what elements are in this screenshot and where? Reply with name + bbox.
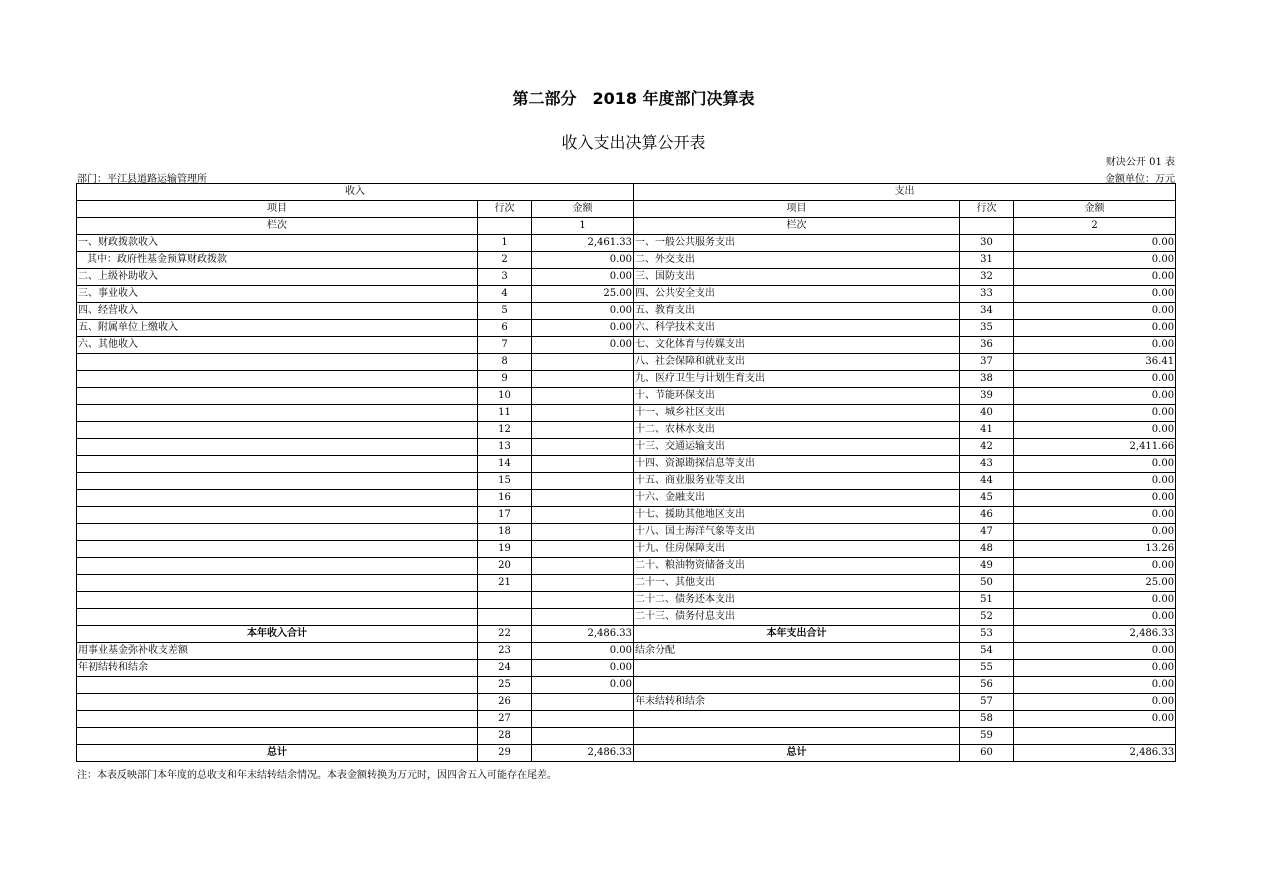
table-row	[77, 371, 1176, 388]
income-line-no: 2	[478, 252, 532, 269]
income-line-no: 10	[478, 388, 532, 405]
income-line-no: 3	[478, 269, 532, 286]
income-amount: 0.00	[532, 643, 634, 660]
income-amount	[532, 694, 634, 711]
income-item	[77, 439, 478, 456]
income-item: 年初结转和结余	[77, 660, 478, 677]
expense-item: 十四、资源勘探信息等支出	[634, 456, 960, 473]
income-amount	[532, 422, 634, 439]
income-item	[77, 575, 478, 592]
expense-amount: 0.00	[1014, 456, 1176, 473]
table-row	[77, 303, 1176, 320]
empty-cell	[960, 218, 1014, 235]
expense-amount: 0.00	[1014, 711, 1176, 728]
table-row	[77, 507, 1176, 524]
income-line-no: 14	[478, 456, 532, 473]
income-item	[77, 558, 478, 575]
income-amount-header: 金额	[532, 201, 634, 218]
expense-amount: 0.00	[1014, 269, 1176, 286]
expense-item	[634, 728, 960, 745]
income-line-no: 7	[478, 337, 532, 354]
income-line-no: 13	[478, 439, 532, 456]
income-item	[77, 541, 478, 558]
income-amount: 0.00	[532, 320, 634, 337]
expense-amount: 0.00	[1014, 252, 1176, 269]
income-amount	[532, 609, 634, 626]
expense-amount: 2,486.33	[1014, 626, 1176, 643]
amount-unit-label: 金额单位：万元	[1105, 174, 1175, 185]
income-line-no: 22	[478, 626, 532, 643]
expense-line-no: 55	[960, 660, 1014, 677]
table-row	[77, 524, 1176, 541]
table-row	[77, 269, 1176, 286]
expense-line-no: 57	[960, 694, 1014, 711]
expense-amount: 0.00	[1014, 643, 1176, 660]
income-amount	[532, 558, 634, 575]
income-line-no: 11	[478, 405, 532, 422]
expense-amount: 0.00	[1014, 677, 1176, 694]
income-item	[77, 456, 478, 473]
expense-item: 四、公共安全支出	[634, 286, 960, 303]
income-line-no: 16	[478, 490, 532, 507]
income-item: 一、财政拨款收入	[77, 235, 478, 252]
income-item: 总计	[77, 745, 478, 762]
expense-item: 二十二、债务还本支出	[634, 592, 960, 609]
income-column-number: 1	[532, 218, 634, 235]
expense-line-no: 43	[960, 456, 1014, 473]
expense-item: 五、教育支出	[634, 303, 960, 320]
income-amount: 0.00	[532, 660, 634, 677]
expense-amount: 0.00	[1014, 490, 1176, 507]
expense-amount: 2,486.33	[1014, 745, 1176, 762]
expense-item: 一、一般公共服务支出	[634, 235, 960, 252]
table-row	[77, 490, 1176, 507]
expense-line-no: 58	[960, 711, 1014, 728]
income-item	[77, 711, 478, 728]
expense-item: 二十三、债务付息支出	[634, 609, 960, 626]
expense-item: 三、国防支出	[634, 269, 960, 286]
table-row	[77, 439, 1176, 456]
income-line-no: 1	[478, 235, 532, 252]
table-row	[77, 728, 1176, 745]
expense-amount: 0.00	[1014, 592, 1176, 609]
income-line-no: 18	[478, 524, 532, 541]
expense-line-no: 60	[960, 745, 1014, 762]
income-lanci-label: 栏次	[77, 218, 478, 235]
expense-line-no: 54	[960, 643, 1014, 660]
income-item: 本年收入合计	[77, 626, 478, 643]
income-line-no	[478, 609, 532, 626]
income-item	[77, 354, 478, 371]
income-line-no: 17	[478, 507, 532, 524]
table-row	[77, 405, 1176, 422]
income-item: 二、上级补助收入	[77, 269, 478, 286]
expense-item: 十一、城乡社区支出	[634, 405, 960, 422]
income-line-no: 9	[478, 371, 532, 388]
expense-amount: 0.00	[1014, 660, 1176, 677]
income-item	[77, 490, 478, 507]
income-line-header: 行次	[478, 201, 532, 218]
income-line-no: 27	[478, 711, 532, 728]
expense-item	[634, 711, 960, 728]
income-item: 四、经营收入	[77, 303, 478, 320]
income-amount	[532, 507, 634, 524]
table-row	[77, 558, 1176, 575]
expense-amount: 0.00	[1014, 558, 1176, 575]
footnote: 注：本表反映部门本年度的总收支和年末结转结余情况。本表金额转换为万元时，因四舍五入可能存在尾差。	[77, 770, 557, 781]
table-title: 收入支出决算公开表	[561, 133, 706, 152]
income-item	[77, 592, 478, 609]
income-amount: 0.00	[532, 337, 634, 354]
expense-amount: 0.00	[1014, 337, 1176, 354]
expense-item: 二十一、其他支出	[634, 575, 960, 592]
income-item: 六、其他收入	[77, 337, 478, 354]
expense-item: 十、节能环保支出	[634, 388, 960, 405]
income-item	[77, 677, 478, 694]
expense-amount: 0.00	[1014, 286, 1176, 303]
income-amount	[532, 711, 634, 728]
table-row	[77, 252, 1176, 269]
expense-amount: 13.26	[1014, 541, 1176, 558]
expense-line-no: 35	[960, 320, 1014, 337]
expense-amount: 36.41	[1014, 354, 1176, 371]
expense-line-no: 42	[960, 439, 1014, 456]
table-row	[77, 473, 1176, 490]
expense-item: 二十、粮油物资储备支出	[634, 558, 960, 575]
expense-item: 十五、商业服务业等支出	[634, 473, 960, 490]
income-amount	[532, 405, 634, 422]
expense-item: 七、文化体育与传媒支出	[634, 337, 960, 354]
expense-item: 十六、金融支出	[634, 490, 960, 507]
expense-amount: 0.00	[1014, 507, 1176, 524]
table-row	[77, 711, 1176, 728]
income-amount	[532, 490, 634, 507]
expense-amount: 2,411.66	[1014, 439, 1176, 456]
income-amount	[532, 524, 634, 541]
expense-line-no: 47	[960, 524, 1014, 541]
income-line-no: 12	[478, 422, 532, 439]
table-row	[77, 592, 1176, 609]
expense-line-no: 34	[960, 303, 1014, 320]
expense-item: 结余分配	[634, 643, 960, 660]
expense-item: 本年支出合计	[634, 626, 960, 643]
expense-amount: 0.00	[1014, 303, 1176, 320]
income-item	[77, 524, 478, 541]
income-line-no: 24	[478, 660, 532, 677]
income-line-no: 28	[478, 728, 532, 745]
income-amount: 25.00	[532, 286, 634, 303]
expense-column-number: 2	[1014, 218, 1176, 235]
expense-line-no: 32	[960, 269, 1014, 286]
expense-line-no: 49	[960, 558, 1014, 575]
income-amount	[532, 575, 634, 592]
expense-line-no: 53	[960, 626, 1014, 643]
expense-item	[634, 660, 960, 677]
table-row	[77, 541, 1176, 558]
expense-line-no: 51	[960, 592, 1014, 609]
expense-amount: 0.00	[1014, 388, 1176, 405]
table-row	[77, 643, 1176, 660]
column-number-row	[77, 218, 1176, 235]
expense-amount: 0.00	[1014, 422, 1176, 439]
income-line-no	[478, 592, 532, 609]
expense-item: 十三、交通运输支出	[634, 439, 960, 456]
column-header-row	[77, 201, 1176, 218]
income-line-no: 4	[478, 286, 532, 303]
expense-item	[634, 677, 960, 694]
expense-line-no: 41	[960, 422, 1014, 439]
empty-cell	[478, 218, 532, 235]
income-amount	[532, 456, 634, 473]
expense-line-no: 31	[960, 252, 1014, 269]
income-item	[77, 728, 478, 745]
income-expense-table	[76, 183, 1176, 762]
income-item: 三、事业收入	[77, 286, 478, 303]
expense-item: 九、医疗卫生与计划生育支出	[634, 371, 960, 388]
expense-line-no: 59	[960, 728, 1014, 745]
table-row	[77, 677, 1176, 694]
income-item	[77, 371, 478, 388]
income-line-no: 26	[478, 694, 532, 711]
expense-item: 年末结转和结余	[634, 694, 960, 711]
income-item: 五、附属单位上缴收入	[77, 320, 478, 337]
expense-line-no: 52	[960, 609, 1014, 626]
expense-line-no: 30	[960, 235, 1014, 252]
income-amount: 2,461.33	[532, 235, 634, 252]
expense-item: 二、外交支出	[634, 252, 960, 269]
expense-line-header: 行次	[960, 201, 1014, 218]
expense-line-no: 45	[960, 490, 1014, 507]
income-line-no: 23	[478, 643, 532, 660]
expense-amount	[1014, 728, 1176, 745]
expense-amount-header: 金额	[1014, 201, 1176, 218]
total-row	[77, 745, 1176, 762]
income-amount	[532, 371, 634, 388]
department-label: 部门：平江县道路运输管理所	[77, 174, 207, 185]
expense-line-no: 37	[960, 354, 1014, 371]
expense-line-no: 44	[960, 473, 1014, 490]
income-amount	[532, 592, 634, 609]
income-amount	[532, 473, 634, 490]
table-row	[77, 422, 1176, 439]
income-amount: 0.00	[532, 252, 634, 269]
income-amount: 2,486.33	[532, 626, 634, 643]
income-amount	[532, 354, 634, 371]
part-title: 第二部分 2018 年度部门决算表	[512, 89, 755, 108]
expense-amount: 0.00	[1014, 405, 1176, 422]
income-amount: 0.00	[532, 303, 634, 320]
income-line-no: 20	[478, 558, 532, 575]
income-item	[77, 507, 478, 524]
expense-line-no: 48	[960, 541, 1014, 558]
table-row	[77, 660, 1176, 677]
income-line-no: 15	[478, 473, 532, 490]
expense-line-no: 33	[960, 286, 1014, 303]
income-line-no: 21	[478, 575, 532, 592]
income-item	[77, 388, 478, 405]
expense-item: 十八、国土海洋气象等支出	[634, 524, 960, 541]
expense-line-no: 38	[960, 371, 1014, 388]
income-line-no: 6	[478, 320, 532, 337]
expense-amount: 0.00	[1014, 371, 1176, 388]
income-amount: 0.00	[532, 269, 634, 286]
expense-item-header: 项目	[634, 201, 960, 218]
expense-item: 十七、援助其他地区支出	[634, 507, 960, 524]
income-line-no: 8	[478, 354, 532, 371]
income-amount	[532, 388, 634, 405]
income-item	[77, 422, 478, 439]
expense-amount: 0.00	[1014, 694, 1176, 711]
income-header: 收入	[77, 184, 634, 201]
income-line-no: 5	[478, 303, 532, 320]
expense-amount: 0.00	[1014, 235, 1176, 252]
expense-line-no: 40	[960, 405, 1014, 422]
income-item	[77, 473, 478, 490]
expense-line-no: 56	[960, 677, 1014, 694]
income-line-no: 25	[478, 677, 532, 694]
income-amount	[532, 439, 634, 456]
expense-line-no: 50	[960, 575, 1014, 592]
subtotal-row	[77, 626, 1176, 643]
expense-lanci-label: 栏次	[634, 218, 960, 235]
income-item	[77, 405, 478, 422]
income-amount: 2,486.33	[532, 745, 634, 762]
table-row	[77, 575, 1176, 592]
expense-header: 支出	[634, 184, 1176, 201]
income-amount	[532, 728, 634, 745]
expense-item: 八、社会保障和就业支出	[634, 354, 960, 371]
expense-line-no: 46	[960, 507, 1014, 524]
expense-item: 十二、农林水支出	[634, 422, 960, 439]
income-line-no: 19	[478, 541, 532, 558]
table-row	[77, 337, 1176, 354]
expense-amount: 0.00	[1014, 524, 1176, 541]
expense-item: 十九、住房保障支出	[634, 541, 960, 558]
income-line-no: 29	[478, 745, 532, 762]
income-amount: 0.00	[532, 677, 634, 694]
section-header-row	[77, 184, 1176, 201]
table-row	[77, 286, 1176, 303]
table-row	[77, 694, 1176, 711]
expense-line-no: 36	[960, 337, 1014, 354]
income-amount	[532, 541, 634, 558]
income-item: 用事业基金弥补收支差额	[77, 643, 478, 660]
expense-amount: 25.00	[1014, 575, 1176, 592]
form-number: 财决公开 01 表	[1105, 157, 1175, 168]
income-item: 其中：政府性基金预算财政拨款	[77, 252, 478, 269]
expense-amount: 0.00	[1014, 609, 1176, 626]
income-item-header: 项目	[77, 201, 478, 218]
expense-amount: 0.00	[1014, 473, 1176, 490]
table-row	[77, 320, 1176, 337]
income-item	[77, 694, 478, 711]
income-item	[77, 609, 478, 626]
expense-amount: 0.00	[1014, 320, 1176, 337]
table-row	[77, 354, 1176, 371]
table-row	[77, 235, 1176, 252]
expense-line-no: 39	[960, 388, 1014, 405]
table-row	[77, 456, 1176, 473]
table-row	[77, 609, 1176, 626]
expense-item: 六、科学技术支出	[634, 320, 960, 337]
table-row	[77, 388, 1176, 405]
expense-item: 总计	[634, 745, 960, 762]
